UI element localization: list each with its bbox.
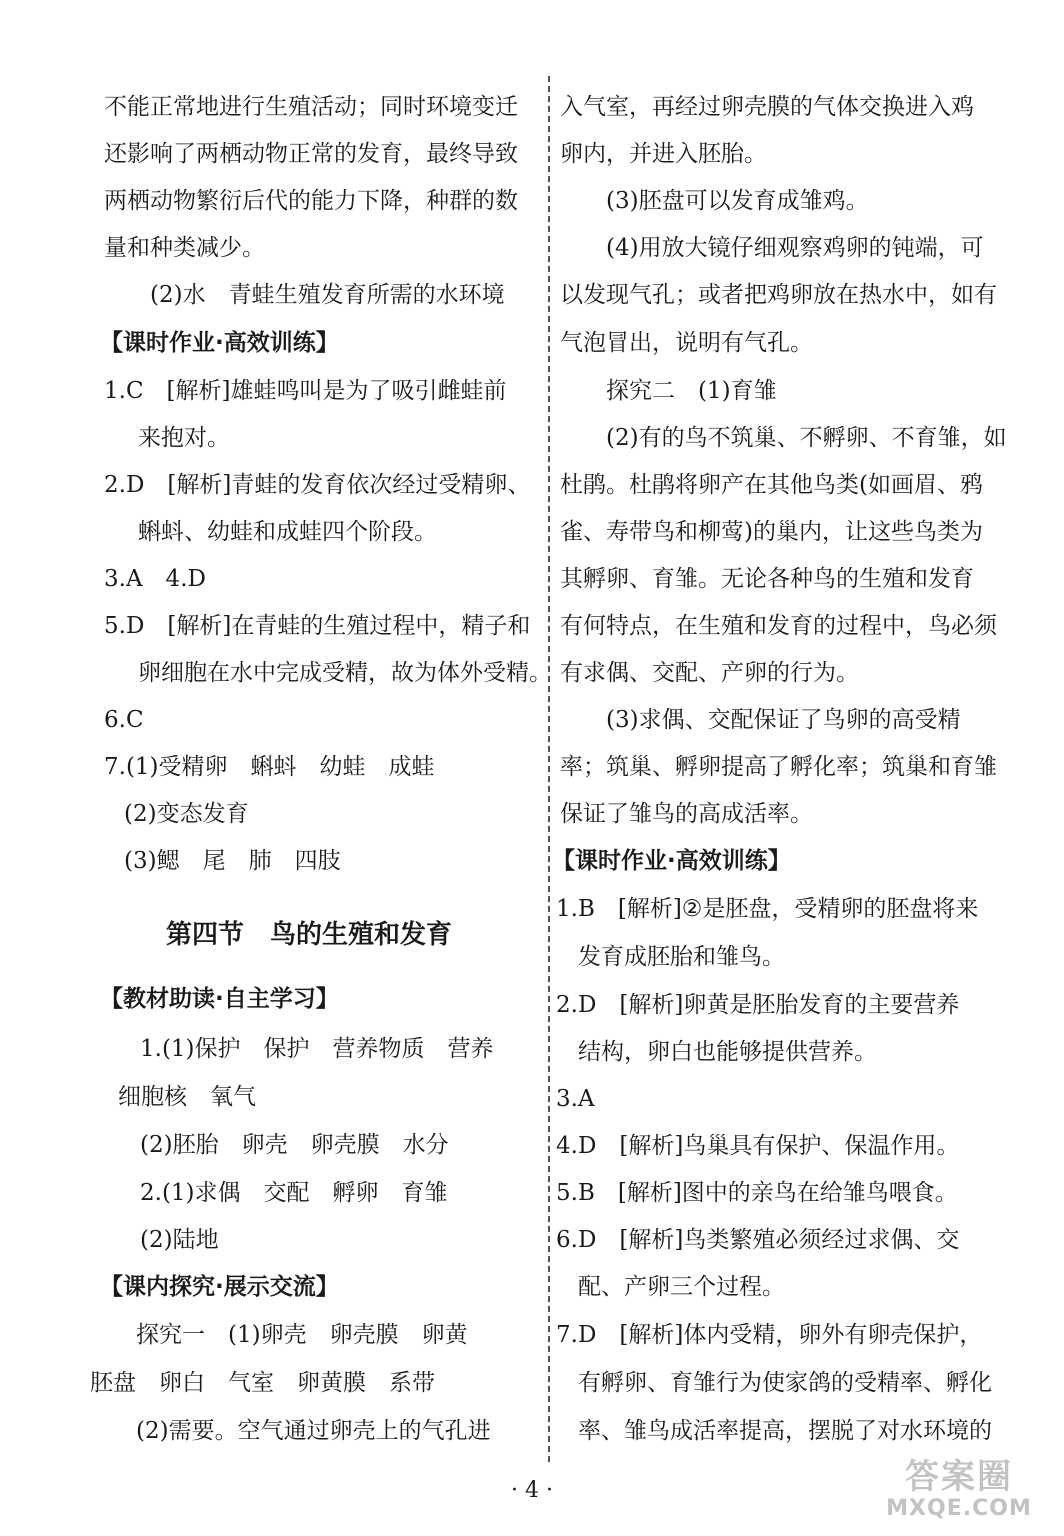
text-line: 保证了雏鸟的高成活率。	[560, 801, 813, 827]
text-line: 率、雏鸟成活率提高，摆脱了对水环境的	[578, 1418, 992, 1444]
text-line: 其孵卵、育雏。无论各种鸟的生殖和发育	[560, 566, 974, 592]
answer-line: 5.B [解析]图中的亲鸟在给雏鸟喂食。	[556, 1180, 958, 1206]
text-line: 配、产卵三个过程。	[578, 1274, 785, 1300]
section-heading: 【课时作业·高效训练】	[100, 330, 339, 356]
text-line: 来抱对。	[138, 425, 230, 451]
answer-line: 2.(1)求偶 交配 孵卵 育雏	[140, 1180, 448, 1206]
text-line: 率；筑巢、孵卵提高了孵化率；筑巢和育雏	[560, 754, 997, 780]
section-heading: 【课时作业·高效训练】	[552, 848, 791, 874]
text-line: 不能正常地进行生殖活动；同时环境变迁	[104, 94, 518, 120]
text-line: 两栖动物繁衍后代的能力下降，种群的数	[104, 188, 518, 214]
watermark-bottom: MXQE.COM	[886, 1496, 1032, 1521]
text-line: 量和种类减少。	[104, 235, 265, 261]
text-line: 入气室，再经过卵壳膜的气体交换进入鸡	[560, 94, 974, 120]
text-line: 以发现气孔；或者把鸡卵放在热水中，如有	[560, 282, 997, 308]
text-line: 胚盘 卵白 气室 卵黄膜 系带	[90, 1370, 435, 1396]
watermark-top: 答案圈	[905, 1457, 1013, 1497]
text-line: (3)胚盘可以发育成雏鸡。	[606, 188, 869, 214]
section-title: 第四节 鸟的生殖和发育	[166, 920, 453, 950]
answer-line: 5.D [解析]在青蛙的生殖过程中，精子和	[104, 613, 531, 639]
text-line: (3)鳃 尾 肺 四肢	[124, 848, 341, 874]
text-line: (2)水 青蛙生殖发育所需的水环境	[150, 282, 505, 308]
answer-line: 1.B [解析]②是胚盘，受精卵的胚盘将来	[556, 896, 979, 922]
text-line: 有何特点，在生殖和发育的过程中，鸟必须	[560, 613, 997, 639]
answer-line: 4.D [解析]鸟巢具有保护、保温作用。	[556, 1133, 960, 1159]
page-number: · 4 ·	[511, 1478, 553, 1503]
text-line: 探究一 (1)卵壳 卵壳膜 卵黄	[136, 1322, 468, 1348]
text-line: (2)需要。空气通过卵壳上的气孔进	[136, 1418, 491, 1444]
text-line: 还影响了两栖动物正常的发育，最终导致	[104, 141, 518, 167]
column-divider	[548, 76, 550, 1462]
text-line: (2)胚胎 卵壳 卵壳膜 水分	[140, 1132, 449, 1158]
answer-line: 6.C	[104, 707, 144, 733]
answer-line: 1.C [解析]雄蛙鸣叫是为了吸引雌蛙前	[104, 378, 507, 404]
answer-line: 2.D [解析]卵黄是胚胎发育的主要营养	[556, 992, 960, 1018]
answer-line: 2.D [解析]青蛙的发育依次经过受精卵、	[104, 472, 531, 498]
section-heading: 【课内探究·展示交流】	[100, 1274, 339, 1300]
answer-line: 7.(1)受精卵 蝌蚪 幼蛙 成蛙	[104, 754, 435, 780]
text-line: (4)用放大镜仔细观察鸡卵的钝端，可	[606, 235, 984, 261]
answer-line: 3.A	[556, 1086, 595, 1112]
answer-line: 3.A 4.D	[104, 566, 206, 592]
text-line: 蝌蚪、幼蛙和成蛙四个阶段。	[138, 519, 437, 545]
text-line: (2)有的鸟不筑巢、不孵卵、不育雏，如	[606, 425, 1007, 451]
text-line: 卵细胞在水中完成受精，故为体外受精。	[138, 660, 552, 686]
text-line: 雀、寿带鸟和柳莺)的巢内，让这些鸟类为	[560, 519, 983, 545]
answer-line: 1.(1)保护 保护 营养物质 营养	[140, 1036, 494, 1062]
text-line: 探究二 (1)育雏	[606, 378, 777, 404]
text-line: 发育成胚胎和雏鸟。	[578, 944, 785, 970]
text-line: 气泡冒出，说明有气孔。	[560, 330, 813, 356]
text-line: 杜鹃。杜鹃将卵产在其他鸟类(如画眉、鸦	[560, 472, 983, 498]
text-line: 结构，卵白也能够提供营养。	[578, 1039, 877, 1065]
watermark-logo	[864, 1458, 1054, 1530]
text-line: (3)求偶、交配保证了鸟卵的高受精	[606, 707, 961, 733]
text-line: 卵内，并进入胚胎。	[560, 141, 767, 167]
text-line: 有求偶、交配、产卵的行为。	[560, 660, 859, 686]
text-line: 有孵卵、育雏行为使家鸽的受精率、孵化	[578, 1370, 992, 1396]
text-line: 细胞核 氧气	[118, 1084, 256, 1110]
answer-line: 6.D [解析]鸟类繁殖必须经过求偶、交	[556, 1227, 960, 1253]
section-heading: 【教材助读·自主学习】	[100, 986, 339, 1012]
text-line: (2)变态发育	[124, 801, 249, 827]
text-line: (2)陆地	[140, 1227, 219, 1253]
answer-line: 7.D [解析]体内受精，卵外有卵壳保护，	[556, 1322, 983, 1348]
